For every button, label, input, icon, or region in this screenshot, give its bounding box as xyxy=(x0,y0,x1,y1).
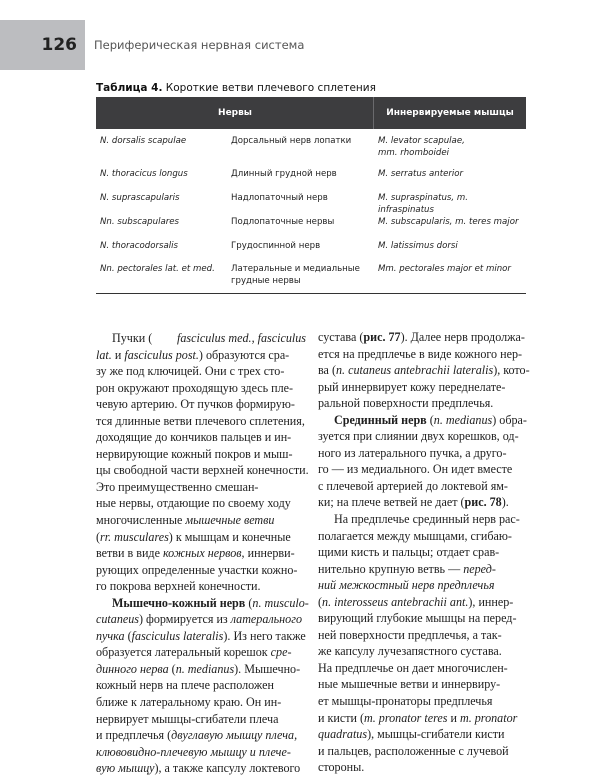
text-line: lat. и fasciculus post.) образуются сра- xyxy=(96,347,290,362)
cell-latin: N. thoracodorsalis xyxy=(100,241,178,251)
cell-russian: Дорсальный нерв лопатки xyxy=(231,136,352,146)
text-line: и пальцев, расположенные с лучевой xyxy=(318,743,509,758)
text-line: ки; на плече ветвей не дает (рис. 78). xyxy=(318,495,509,510)
table-row xyxy=(96,129,526,162)
table-row xyxy=(96,235,526,259)
text-line: ральной поверхности предплечья. xyxy=(318,396,494,411)
text-line: многочисленные мышечные ветви xyxy=(96,513,275,528)
text-line: (n. interosseus antebrachii ant.), иннер- xyxy=(318,594,514,609)
text-line: динного нерва (n. medianus). Мышечно- xyxy=(96,661,301,676)
header-muscles: Иннервируемые мышцы xyxy=(386,108,514,118)
cell-muscles: Mm. pectorales major et minor xyxy=(378,264,511,274)
text-line: нервирующие кожный покров и мыш- xyxy=(96,446,293,461)
text-line: кожный нерв на плече расположен xyxy=(96,678,274,693)
cell-latin: N. thoracicus longus xyxy=(100,169,188,179)
text-line: и кисти (m. pronator teres и m. pronator xyxy=(318,710,518,725)
cell-muscles: M. subscapularis, m. teres major xyxy=(378,217,519,227)
text-line: ет мышцы-пронаторы предплечья xyxy=(318,694,493,709)
cell-latin: Nn. pectorales lat. et med. xyxy=(100,264,215,274)
cell-muscles: M. supraspinatus, m. infraspinatus xyxy=(378,193,468,215)
text-line: же капсулу лучезапястного сустава. xyxy=(318,644,502,659)
text-line: нительно крупную ветвь — перед- xyxy=(318,561,496,576)
cell-muscles: M. levator scapulae, xyxy=(378,136,465,146)
text-line: ется на предплечье в виде кожного нер- xyxy=(318,346,523,361)
cell-russian: Длинный грудной нерв xyxy=(231,169,337,179)
text-line: сустава (рис. 77). Далее нерв продолжа- xyxy=(318,330,525,344)
table-caption xyxy=(96,82,376,94)
text-line: тся длинные ветви плечевого сплетения, xyxy=(96,413,305,428)
text-line: ветви в виде кожных нервов, иннерви- xyxy=(96,546,295,561)
text-line: клювовидно-плечевую мышцу и плече- xyxy=(96,744,291,759)
text-line: ний межкостный нерв предплечья xyxy=(318,578,495,593)
text-line: вирующий глубокие мышцы на перед- xyxy=(318,611,517,626)
cell-russian: Подлопаточные нервы xyxy=(231,217,335,227)
text-line: quadratus), мышцы-сгибатели кисти xyxy=(318,727,505,742)
text-line: цы свободной части верхней конечности. xyxy=(96,463,309,478)
table-row xyxy=(96,162,526,187)
cell-latin: N. suprascapularis xyxy=(100,193,180,203)
text-line: ного из латерального пучка, а друго- xyxy=(318,445,507,460)
text-line: ближе к латеральному краю. Он ин- xyxy=(96,695,282,710)
cell-muscles: M. latissimus dorsi xyxy=(378,241,458,251)
text-line: доходящие до кончиков пальцев и ин- xyxy=(96,430,292,445)
text-line: нервирует мышцы-сгибатели плеча xyxy=(96,711,279,726)
cell-russian: грудные нервы xyxy=(231,276,301,286)
nerves-table xyxy=(96,97,526,294)
cell-muscles: M. serratus anterior xyxy=(378,169,464,179)
text-line: го — из медиального. Он идет вместе xyxy=(318,462,513,477)
text-line: рующих определенные участки кожно- xyxy=(96,562,298,577)
table-header xyxy=(96,97,526,129)
text-column-left xyxy=(96,330,309,777)
cell-russian: Грудоспинной нерв xyxy=(231,241,321,251)
text-line: ные мышечные ветви и иннервиру- xyxy=(318,677,501,692)
text-line: Это преимущественно смешан- xyxy=(96,479,259,494)
page-number-block xyxy=(0,20,85,70)
text-line: вую мышцу), а также капсулу локтевого xyxy=(96,761,301,776)
text-line: щими кисть и пальцы; отдает срав- xyxy=(318,545,500,560)
text-line: чевую артерию. От пучков формирую- xyxy=(96,397,295,412)
text-column-right xyxy=(318,329,530,776)
table-caption-text: Короткие ветви плечевого сплетения xyxy=(165,82,376,94)
text-line: и предплечья (двуглавую мышцу плеча, xyxy=(96,728,298,743)
table-row xyxy=(96,187,526,215)
table-row xyxy=(96,211,526,235)
table-row xyxy=(96,259,526,293)
text-line: На предплечье он дает многочислен- xyxy=(318,660,508,675)
text-line: зуется при слиянии двух корешков, од- xyxy=(318,429,519,444)
text-line: ва (n. cutaneus antebrachii lateralis), кото- xyxy=(318,363,530,378)
text-line: cutaneus) формируется из латерального xyxy=(96,612,302,627)
text-line: (rr. musculares) к мышцам и конечные xyxy=(96,529,291,544)
text-line: образуется латеральный корешок сре- xyxy=(96,645,292,660)
text-line: ней поверхности предплечья, а так- xyxy=(318,627,502,642)
text-line: ные нервы, отдающие по своему ходу xyxy=(96,496,291,511)
table-caption-label: Таблица 4. xyxy=(96,82,163,94)
cell-russian: Латеральные и медиальные xyxy=(231,264,360,274)
text-line: Пучки ( fasciculus med., fasciculus xyxy=(112,331,306,345)
page-number: 126 xyxy=(41,35,77,55)
cell-russian: Надлопаточный нерв xyxy=(231,193,328,203)
cell-muscles: mm. rhomboidei xyxy=(378,148,450,158)
text-line: полагается между мышцами, сгибаю- xyxy=(318,528,512,543)
text-line: стороны. xyxy=(318,760,365,775)
text-line: Срединный нерв (n. medianus) обра- xyxy=(334,412,527,427)
text-line: с плечевой артерией до локтевой ям- xyxy=(318,478,508,493)
text-line: рый иннервирует кожу переднелате- xyxy=(318,379,506,394)
cell-latin: N. dorsalis scapulae xyxy=(100,136,187,146)
text-line: Мышечно-кожный нерв (n. musculo- xyxy=(112,595,309,610)
running-title: Периферическая нервная система xyxy=(94,38,305,52)
text-line: пучка (fasciculus lateralis). Из него также xyxy=(96,628,306,643)
cell-latin: Nn. subscapulares xyxy=(100,217,180,227)
text-line: На предплечье срединный нерв рас- xyxy=(334,512,520,527)
header-nerves: Нервы xyxy=(218,108,252,118)
text-line: зу же под ключицей. Они с трех сто- xyxy=(96,364,285,379)
text-line: рон окружают проходящую здесь пле- xyxy=(96,380,294,395)
text-line: го покрова верхней конечности. xyxy=(96,579,261,594)
